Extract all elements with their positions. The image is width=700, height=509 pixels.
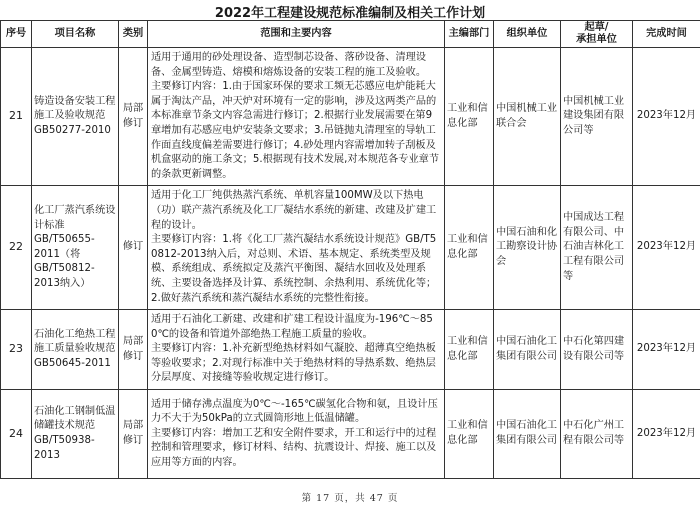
row-index: 23 — [1, 310, 32, 390]
row-drafter: 中国成达工程有限公司、中石油吉林化工工程有限公司等 — [561, 186, 633, 310]
row-type: 局部修订 — [119, 48, 148, 186]
table-row — [1, 186, 700, 310]
row-deadline: 2023年12月 — [633, 390, 700, 479]
header-drafter-line2: 承担单位 — [576, 34, 617, 45]
row-scope — [148, 186, 445, 310]
row-index: 22 — [1, 186, 32, 310]
header-index: 序号 — [1, 21, 32, 48]
row-type: 局部修订 — [119, 390, 148, 479]
page-footer: 第 17 页，共 47 页 — [301, 493, 399, 504]
header-type: 类别 — [119, 21, 148, 48]
row-deadline: 2023年12月 — [633, 186, 700, 310]
header-scope: 范围和主要内容 — [148, 21, 445, 48]
row-org: 中国石油化工集团有限公司 — [494, 310, 561, 390]
row-org: 中国石油和化工勘察设计协会 — [494, 186, 561, 310]
header-org: 组织单位 — [494, 21, 561, 48]
row-drafter: 中国机械工业建设集团有限公司等 — [561, 48, 633, 186]
row-dept: 工业和信息化部 — [445, 48, 494, 186]
scope-revisions: 主要修订内容：1.由于国家环保的要求工频无芯感应电炉能耗大属于淘汰产品，冲天炉对环境有一定的影响，涉及这两类产品的本标准章节条文内容急需进行修订；2.根据行业发展需要在第9章增加有芯感应电炉安装条文要求；3.吊链抛丸清理室的导轨工作面直线度偏差需要进行修订；4.砂处理内容需增加转子刮板及机盒驱动的施工条文；5.根据现有技术发展,对本规范各专业章节的条款更新调整。 — [151, 81, 440, 180]
header-dept: 主编部门 — [445, 21, 494, 48]
row-org: 中国机械工业联合会 — [494, 48, 561, 186]
row-project-name: 铸造设备安装工程施工及验收规范GB50277-2010 — [32, 48, 119, 186]
table-header-row — [1, 21, 700, 48]
row-type: 修订 — [119, 186, 148, 310]
header-drafter-line1: 起草/ — [584, 21, 609, 33]
header-drafter — [561, 21, 633, 48]
table-row — [1, 310, 700, 390]
row-scope — [148, 48, 445, 186]
document-title: 2022年工程建设规范标准编制及相关工作计划 — [214, 6, 486, 21]
scope-revisions: 主要修订内容：1.将《化工厂蒸汽凝结水系统设计规范》GB/T50812-2013纳入后，对总则、术语、基本规定、系统类型及规模、系统组成、系统拟定及蒸汽平衡图、凝结水回收及处理系统、主要设备选择及计算、系统控制、余热利用、系统优化等；2.做好蒸汽系统和蒸汽凝结水系统的完整性衔接。 — [151, 234, 437, 304]
scope-revisions: 主要修订内容：增加工艺和安全附件要求，开工和运行中的过程控制和管理要求，修订材料、结构、抗震设计、焊接、施工以及应用等方面的内容。 — [151, 427, 437, 468]
row-deadline: 2023年12月 — [633, 48, 700, 186]
row-drafter: 中石化第四建设有限公司等 — [561, 310, 633, 390]
row-project-name: 石油化工绝热工程施工质量验收规范GB50645-2011 — [32, 310, 119, 390]
scope-applicability: 适用于储存沸点温度为0℃～-165℃碳氢化合物和氨，且设计压力不大于为50kPa的立式圆筒形地上低温储罐。 — [151, 398, 438, 425]
row-project-name: 化工厂蒸汽系统设计标准GB/T50655-2011（将GB/T50812-2013纳入） — [32, 186, 119, 310]
scope-applicability: 适用于通用的砂处理设备、造型制芯设备、落砂设备、清理设备、金属型铸造、熔模和熔炼设备的安装工程的施工及验收。 — [151, 52, 427, 78]
row-scope — [148, 310, 445, 390]
table-row — [1, 48, 700, 186]
row-dept: 工业和信息化部 — [445, 390, 494, 479]
scope-applicability: 适用于石油化工新建、改建和扩建工程设计温度为-196℃～850℃的设备和管道外部绝热工程施工质量的验收。 — [151, 314, 433, 340]
row-index: 21 — [1, 48, 32, 186]
row-deadline: 2023年12月 — [633, 310, 700, 390]
row-org: 中国石油化工集团有限公司 — [494, 390, 561, 479]
table-row — [1, 390, 700, 479]
row-project-name: 石油化工钢制低温储罐技术规范GB/T50938-2013 — [32, 390, 119, 479]
row-dept: 工业和信息化部 — [445, 310, 494, 390]
row-scope — [148, 390, 445, 479]
scope-applicability: 适用于化工厂纯供热蒸汽系统、单机容量100MW及以下热电（功）联产蒸汽系统及化工厂凝结水系统的新建、改建及扩建工程的设计。 — [151, 190, 437, 231]
row-drafter: 中石化广州工程有限公司等 — [561, 390, 633, 479]
row-dept: 工业和信息化部 — [445, 186, 494, 310]
scope-revisions: 主要修订内容：1.补充新型绝热材料如气凝胶、超薄真空绝热板等验收要求；2.对现行标准中关于绝热材料的导热系数、绝热层分层厚度、对接缝等验收规定进行修订。 — [151, 343, 436, 384]
standards-plan-table — [0, 20, 700, 479]
header-deadline: 完成时间 — [633, 21, 700, 48]
row-index: 24 — [1, 390, 32, 479]
row-type: 局部修订 — [119, 310, 148, 390]
header-name: 项目名称 — [32, 21, 119, 48]
